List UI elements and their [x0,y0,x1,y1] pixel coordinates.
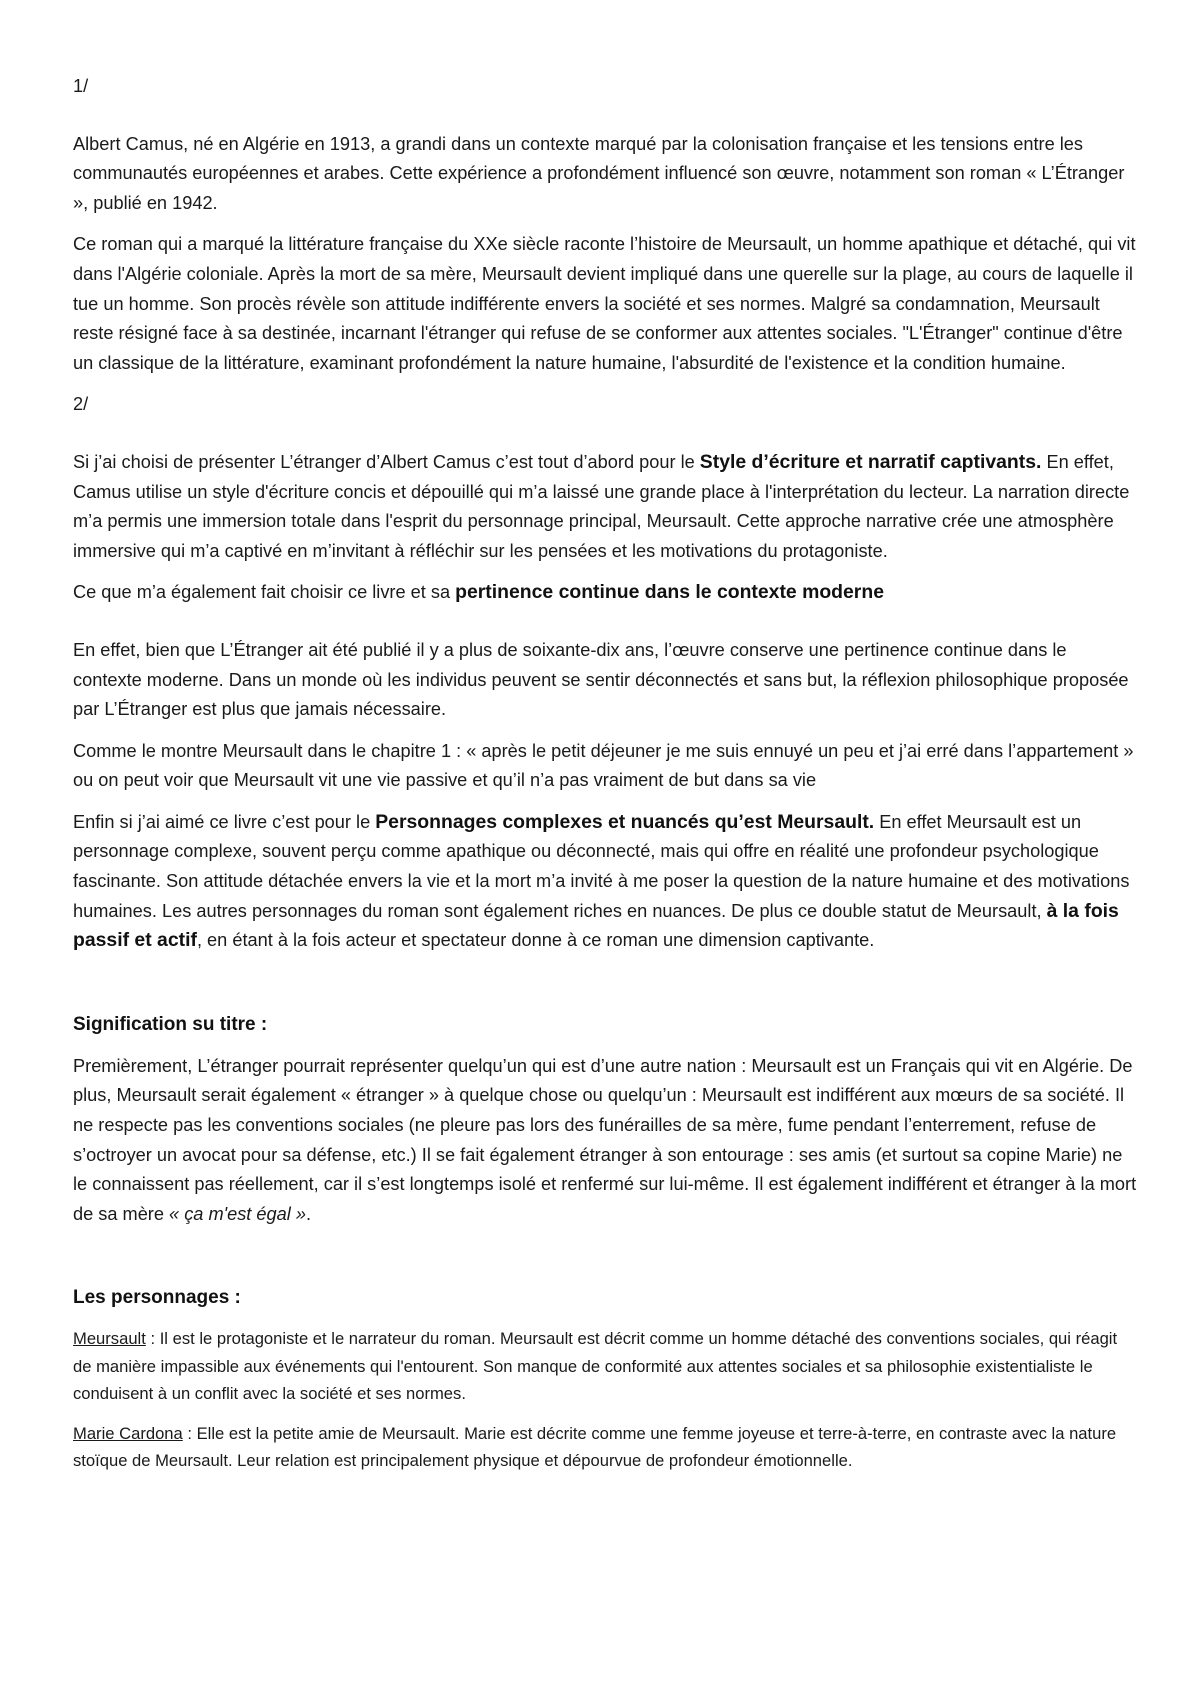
section-2-paragraph-3: En effet, bien que L’Étranger ait été publié il y a plus de soixante-dix ans, l’œuvre conserve une pertinence continue dans le contexte moderne. Dans un monde où les individus peuvent se sentir déconnectés et sans but, la réflexion philosophique proposée par L’Étranger est plus que jamais nécessaire. [73,639,1129,720]
section-2-paragraph-2 [73,578,1138,608]
character-name: Marie Cardona [73,1423,183,1443]
signification-paragraph [73,1052,1138,1230]
personnage-meursault [73,1325,1138,1407]
character-name: Meursault [73,1329,146,1349]
personnage-marie [73,1420,1138,1475]
personnages-heading: Les personnages : [73,1287,241,1309]
section-2-paragraph-1 [73,448,1138,566]
paragraph-text: En effet, Camus utilise un style d'écriture concis et dépouillé qui m’a laissé une grande place à l'interprétation du lecteur. La narration directe m’a permis une immersion totale dans l'esprit du personnage principal, Meursault. Cette approche narrative crée une atmosphère immersive qui m’a captivé en m’invitant à réfléchir sur les pensées et les motivations du protagoniste. [73,451,1130,561]
paragraph-text: Si j’ai choisi de présenter L’étranger d’Albert Camus c’est tout d’abord pour le [73,451,700,472]
italic-quote: « ça m'est égal » [169,1203,306,1224]
document-page [73,72,1138,1474]
paragraph-text: Ce que m’a également fait choisir ce livre et sa [73,582,456,603]
section-2-paragraph-4: Comme le montre Meursault dans le chapitre 1 : « après le petit déjeuner je me suis ennuyé un peu et j’ai erré dans l’appartement » ou on peut voir que Meursault vit une vie passive et qu’il n’a pas vraiment de but dans sa vie [73,740,1134,791]
section-1-marker: 1/ [73,76,89,96]
character-description: : Il est le protagoniste et le narrateur du roman. Meursault est décrit comme un homme détaché des conventions sociales, qui réagit de manière impassible aux événements qui l'entourent. Son manque de conformité aux attentes sociales et sa philosophie existentialiste le conduisent à un conflit avec la société et ses normes. [73,1329,1118,1404]
paragraph-text: En effet Meursault est un personnage complexe, souvent perçu comme apathique ou déconnecté, mais qui offre en réalité une profondeur psychologique fascinante. Son attitude détachée envers la vie et la mort m’a invité à me poser la question de la nature humaine et des motivations humaines. Les autres personnages du roman sont également riches en nuances. De plus ce double statut de Meursault, [73,811,1130,921]
bold-phrase: Personnages complexes et nuancés qu’est Meursault. [375,810,875,833]
paragraph-text: Enfin si j’ai aimé ce livre c’est pour le [73,811,376,832]
section-1-paragraph-2: Ce roman qui a marqué la littérature française du XXe siècle raconte l’histoire de Meursault, un homme apathique et détaché, qui vit dans l'Algérie coloniale. Après la mort de sa mère, Meursault devient impliqué dans une querelle sur la plage, au cours de laquelle il tue un homme. Son procès révèle son attitude indifférente envers la société et ses normes. Malgré sa condamnation, Meursault reste résigné face à sa destinée, incarnant l'étranger qui refuse de se conformer aux attentes sociales. "L'Étranger" continue d'être un classique de la littérature, examinant profondément la nature humaine, l'absurdité de l'existence et la condition humaine. [73,234,1136,373]
signification-heading: Signification su titre : [73,1013,268,1035]
bold-phrase: pertinence continue dans le contexte moderne [455,581,884,604]
bold-phrase: à la fois passif et actif [73,899,1119,952]
paragraph-text: Premièrement, L’étranger pourrait représenter quelqu’un qui est d’une autre nation : Meursault est un Français qui vit en Algérie. De plus, Meursault serait également « étranger » à quelque chose ou quelqu’un : Meursault est indifférent aux mœurs de sa société. Il ne respecte pas les conventions sociales (ne pleure pas lors des funérailles de sa mère, fume pendant l’enterrement, refuse de s’octroyer un avocat pour sa défense, etc.) Il se fait également étranger à son entourage : ses amis (et surtout sa copine Marie) ne le connaissent pas réellement, car il s’est longtemps isolé et renfermé sur lui-même. Il est également indifférent et étranger à la mort de sa mère [73,1055,1137,1224]
section-2-marker: 2/ [73,394,89,415]
bold-phrase: Style d’écriture et narratif captivants. [699,450,1042,473]
section-1-paragraph-1: Albert Camus, né en Algérie en 1913, a grandi dans un contexte marqué par la colonisation française et les tensions entre les communautés européennes et arabes. Cette expérience a profondément influencé son œuvre, notamment son roman « L’Étranger », publié en 1942. [73,133,1125,213]
paragraph-text: , en étant à la fois acteur et spectateur donne à ce roman une dimension captivante. [196,930,875,951]
paragraph-text: . [305,1203,312,1224]
section-2-paragraph-5 [73,808,1138,956]
character-description: : Elle est la petite amie de Meursault. Marie est décrite comme une femme joyeuse et terre-à-terre, en contraste avec la nature stoïque de Meursault. Leur relation est principalement physique et dépourvue de profondeur émotionnelle. [73,1423,1117,1471]
